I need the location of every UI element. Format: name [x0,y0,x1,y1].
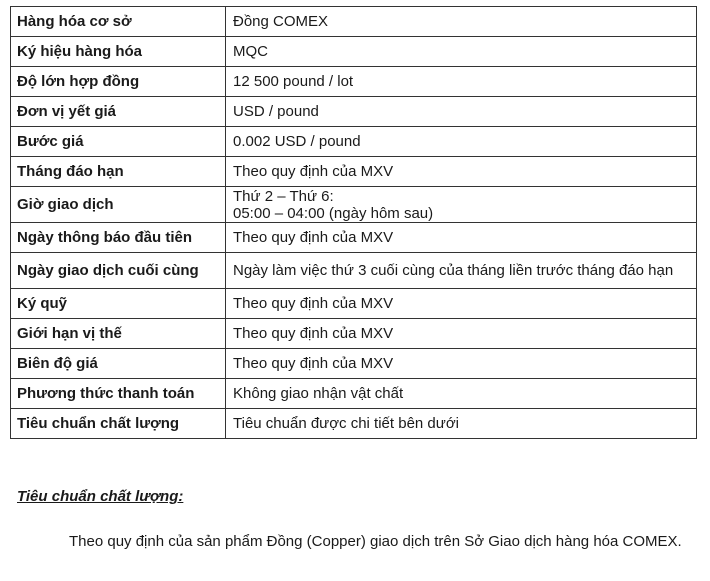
row-label: Ngày thông báo đầu tiên [11,223,226,253]
table-row [11,187,697,223]
table-row [11,37,697,67]
row-label: Giờ giao dịch [11,187,226,223]
trading-days: Thứ 2 – Thứ 6: [233,187,334,205]
row-value: MQC [226,37,697,67]
row-value: Đồng COMEX [226,7,697,37]
row-label: Ngày giao dịch cuối cùng [11,253,226,289]
contract-spec-table [10,6,697,439]
row-value: Theo quy định của MXV [226,349,697,379]
row-label: Tiêu chuẩn chất lượng [11,409,226,439]
trading-hours: 05:00 – 04:00 (ngày hôm sau) [233,204,434,222]
quality-section-body: Theo quy định của sản phẩm Đồng (Copper) giao dịch trên Sở Giao dịch hàng hóa COMEX. [69,533,682,550]
table-row [11,223,697,253]
table-row [11,349,697,379]
table-row [11,409,697,439]
table-row [11,127,697,157]
row-label: Ký quỹ [11,289,226,319]
row-value: 0.002 USD / pound [226,127,697,157]
table-row [11,67,697,97]
row-label: Biên độ giá [11,349,226,379]
row-label: Bước giá [11,127,226,157]
row-value: 12 500 pound / lot [226,67,697,97]
row-value: Ngày làm việc thứ 3 cuối cùng của tháng liền trước tháng đáo hạn [226,253,697,289]
table-row [11,253,697,289]
row-value: Không giao nhận vật chất [226,379,697,409]
table-row [11,319,697,349]
row-value: Tiêu chuẩn được chi tiết bên dưới [226,409,697,439]
row-value: Theo quy định của MXV [226,319,697,349]
row-value [226,187,697,223]
row-value: USD / pound [226,97,697,127]
row-label: Hàng hóa cơ sở [11,7,226,37]
table-row [11,7,697,37]
quality-section-title: Tiêu chuẩn chất lượng: [17,488,184,505]
row-value: Theo quy định của MXV [226,289,697,319]
row-label: Ký hiệu hàng hóa [11,37,226,67]
row-label: Giới hạn vị thế [11,319,226,349]
row-label: Phương thức thanh toán [11,379,226,409]
row-value: Theo quy định của MXV [226,157,697,187]
row-label: Độ lớn hợp đồng [11,67,226,97]
table-row [11,97,697,127]
table-row [11,379,697,409]
table-row [11,289,697,319]
row-label: Tháng đáo hạn [11,157,226,187]
row-value: Theo quy định của MXV [226,223,697,253]
table-row [11,157,697,187]
row-label: Đơn vị yết giá [11,97,226,127]
